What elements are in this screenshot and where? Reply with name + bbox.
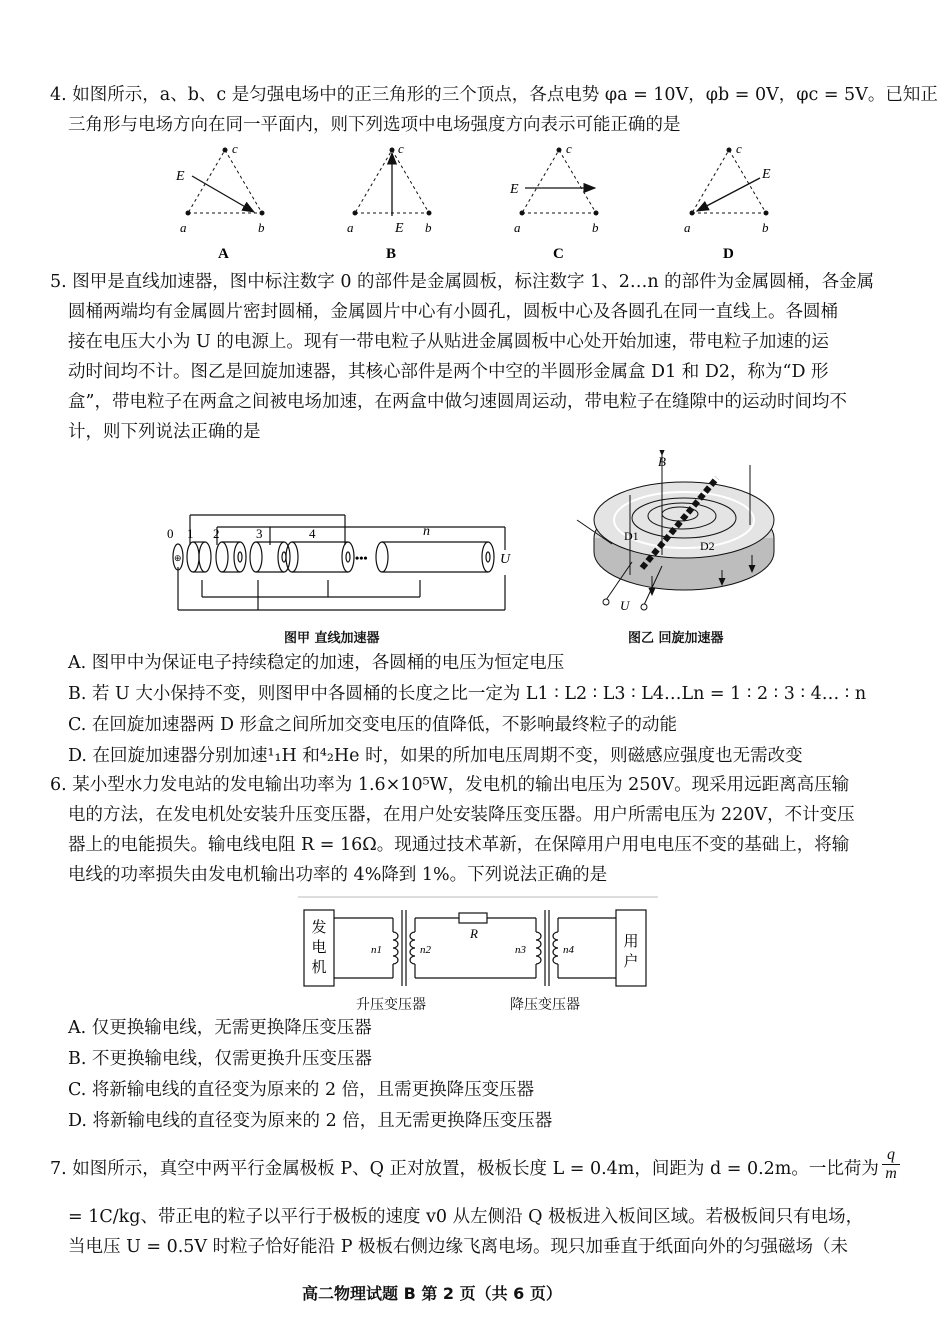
- q5-line-2: 圆桶两端均有金属圆片密封圆桶，金属圆片中心有小圆孔，圆板中心及各圆孔在同一直线上。各圆桶: [68, 302, 838, 322]
- label-0: 0: [167, 526, 174, 541]
- q6-option-a: A. 仅更换输电线，无需更换降压变压器: [68, 1018, 372, 1038]
- q5-line-4: 动时间均不计。图乙是回旋加速器，其核心部件是两个中空的半圆形金属盒 D1 和 D2，称为“D 形: [68, 362, 829, 382]
- q6-line-4: 电线的功率损失由发电机输出功率的 4%降到 1%。下列说法正确的是: [68, 865, 608, 885]
- vertex-c: c: [566, 141, 572, 156]
- fraction-numerator: q: [882, 1146, 900, 1165]
- q6-line-3: 器上的电能损失。输电线电阻 R = 16Ω。现通过技术革新，在保障用户用电电压不变的基础上，将输: [68, 835, 850, 855]
- vertex-b: b: [762, 220, 769, 235]
- label-4: 4: [309, 526, 316, 541]
- option-d-figure: [684, 141, 771, 262]
- fig2-caption: 图乙 回旋加速器: [628, 631, 724, 646]
- n1-label: n1: [371, 944, 382, 956]
- q5-option-a: A. 图甲中为保证电子持续稳定的加速，各圆桶的电压为恒定电压: [68, 653, 565, 673]
- label-d2: D2: [700, 539, 715, 553]
- n2-label: n2: [420, 944, 431, 956]
- label-2: 2: [213, 526, 220, 541]
- n3-label: n3: [515, 944, 526, 956]
- q7-line-1: 7. 如图所示，真空中两平行金属极板 P、Q 正对放置，极板长度 L = 0.4m，间距为 d = 0.2m。一比荷为: [50, 1159, 879, 1179]
- q6-option-d: D. 将新输电线的直径变为原来的 2 倍，且无需更换降压变压器: [68, 1111, 553, 1131]
- option-b-label: B: [386, 246, 397, 262]
- option-d-label: D: [723, 246, 734, 262]
- option-a-label: A: [218, 246, 229, 262]
- q7-line-2: = 1C/kg、带正电的粒子以平行于极板的速度 v0 从左侧沿 Q 极板进入板间区域。若极板间只有电场，: [68, 1207, 864, 1227]
- label-3: 3: [256, 526, 263, 541]
- user-char-2: 户: [623, 954, 639, 970]
- vertex-a: a: [180, 220, 187, 235]
- vertex-b: b: [425, 220, 432, 235]
- fraction-q-m: [882, 1146, 900, 1183]
- q7-line-3: 当电压 U = 0.5V 时粒子恰好能沿 P 极板右侧边缘飞离电场。现只加垂直于纸面向外的匀强磁场（未: [68, 1237, 849, 1257]
- q4-line-1: 4. 如图所示，a、b、c 是匀强电场中的正三角形的三个顶点，各点电势 φa = 10V，φb = 0V，φc = 5V。已知正: [50, 85, 938, 105]
- gen-char-1: 发: [311, 920, 327, 936]
- q6-line-1: 6. 某小型水力发电站的发电输出功率为 1.6×10⁵W，发电机的输出电压为 250V。现采用远距离高压输: [50, 775, 850, 795]
- vertex-c: c: [398, 141, 404, 156]
- label-b: B: [658, 454, 666, 469]
- option-a-figure: [175, 141, 265, 262]
- vertex-a: a: [514, 220, 521, 235]
- step-down-label: 降压变压器: [510, 997, 580, 1013]
- vertex-a: a: [684, 220, 691, 235]
- option-c-figure: [509, 141, 599, 262]
- gen-char-3: 机: [311, 960, 327, 976]
- field-e: E: [510, 182, 519, 197]
- q6-option-c: C. 将新输电线的直径变为原来的 2 倍，且需更换降压变压器: [68, 1080, 535, 1100]
- vertex-b: b: [592, 220, 599, 235]
- q5-line-5: 盒”，带电粒子在两盒之间被电场加速，在两盒中做匀速圆周运动，带电粒子在缝隙中的运动时间均不: [68, 392, 847, 412]
- page-footer: 高二物理试题 B 第 2 页（共 6 页）: [302, 1284, 562, 1303]
- q5-line-3: 接在电压大小为 U 的电源上。现有一带电粒子从贴进金属圆板中心处开始加速，带电粒子加速的运: [68, 332, 829, 352]
- q5-option-b: B. 若 U 大小保持不变，则图甲中各圆桶的长度之比一定为 L1 ∶ L2 ∶ L3 ∶ L4…Ln = 1 ∶ 2 ∶ 3 ∶ 4… ∶ n: [68, 684, 867, 704]
- label-n: n: [423, 524, 430, 539]
- resistor-label: R: [470, 926, 478, 941]
- label-d1: D1: [624, 529, 639, 543]
- vertex-b: b: [258, 220, 265, 235]
- q4-figures: [0, 138, 950, 268]
- vertex-c: c: [232, 141, 238, 156]
- transmission-circuit: [298, 896, 658, 1016]
- q5-line-6: 计，则下列说法正确的是: [68, 422, 261, 442]
- q5-option-c: C. 在回旋加速器两 D 形盒之间所加交变电压的值降低，不影响最终粒子的动能: [68, 715, 678, 735]
- linear-accelerator-figure: [160, 505, 520, 625]
- label-1: 1: [187, 526, 194, 541]
- fraction-denominator: m: [885, 1165, 897, 1182]
- q6-option-b: B. 不更换输电线，仅需更换升压变压器: [68, 1049, 372, 1069]
- field-e: E: [395, 221, 404, 236]
- q5-option-d: D. 在回旋加速器分别加速¹₁H 和⁴₂He 时，如果的所加电压周期不变，则磁感应强度也无需改变: [68, 746, 803, 766]
- field-e: E: [762, 167, 771, 182]
- q6-line-2: 电的方法，在发电机处安装升压变压器，在用户处安装降压变压器。用户所需电压为 220V，不计变压: [68, 805, 855, 825]
- q4-line-2: 三角形与电场方向在同一平面内，则下列选项中电场强度方向表示可能正确的是: [68, 115, 681, 135]
- step-up-label: 升压变压器: [356, 997, 426, 1013]
- cyclotron-figure: [572, 450, 792, 630]
- n4-label: n4: [563, 944, 574, 956]
- gen-char-2: 电: [311, 940, 327, 956]
- svg-text:⊕: ⊕: [174, 553, 182, 563]
- user-char-1: 用: [623, 934, 639, 950]
- vertex-c: c: [736, 141, 742, 156]
- q5-line-1: 5. 图甲是直线加速器，图中标注数字 0 的部件是金属圆板，标注数字 1、2…n 的部件为金属圆桶，各金属: [50, 272, 875, 292]
- fig1-caption: 图甲 直线加速器: [284, 631, 380, 646]
- field-e: E: [176, 169, 185, 184]
- option-c-label: C: [553, 246, 564, 262]
- option-b-figure: [347, 141, 432, 262]
- dots: •••: [355, 551, 368, 565]
- label-u: U: [500, 552, 511, 567]
- label-u2: U: [620, 598, 630, 613]
- vertex-a: a: [347, 220, 354, 235]
